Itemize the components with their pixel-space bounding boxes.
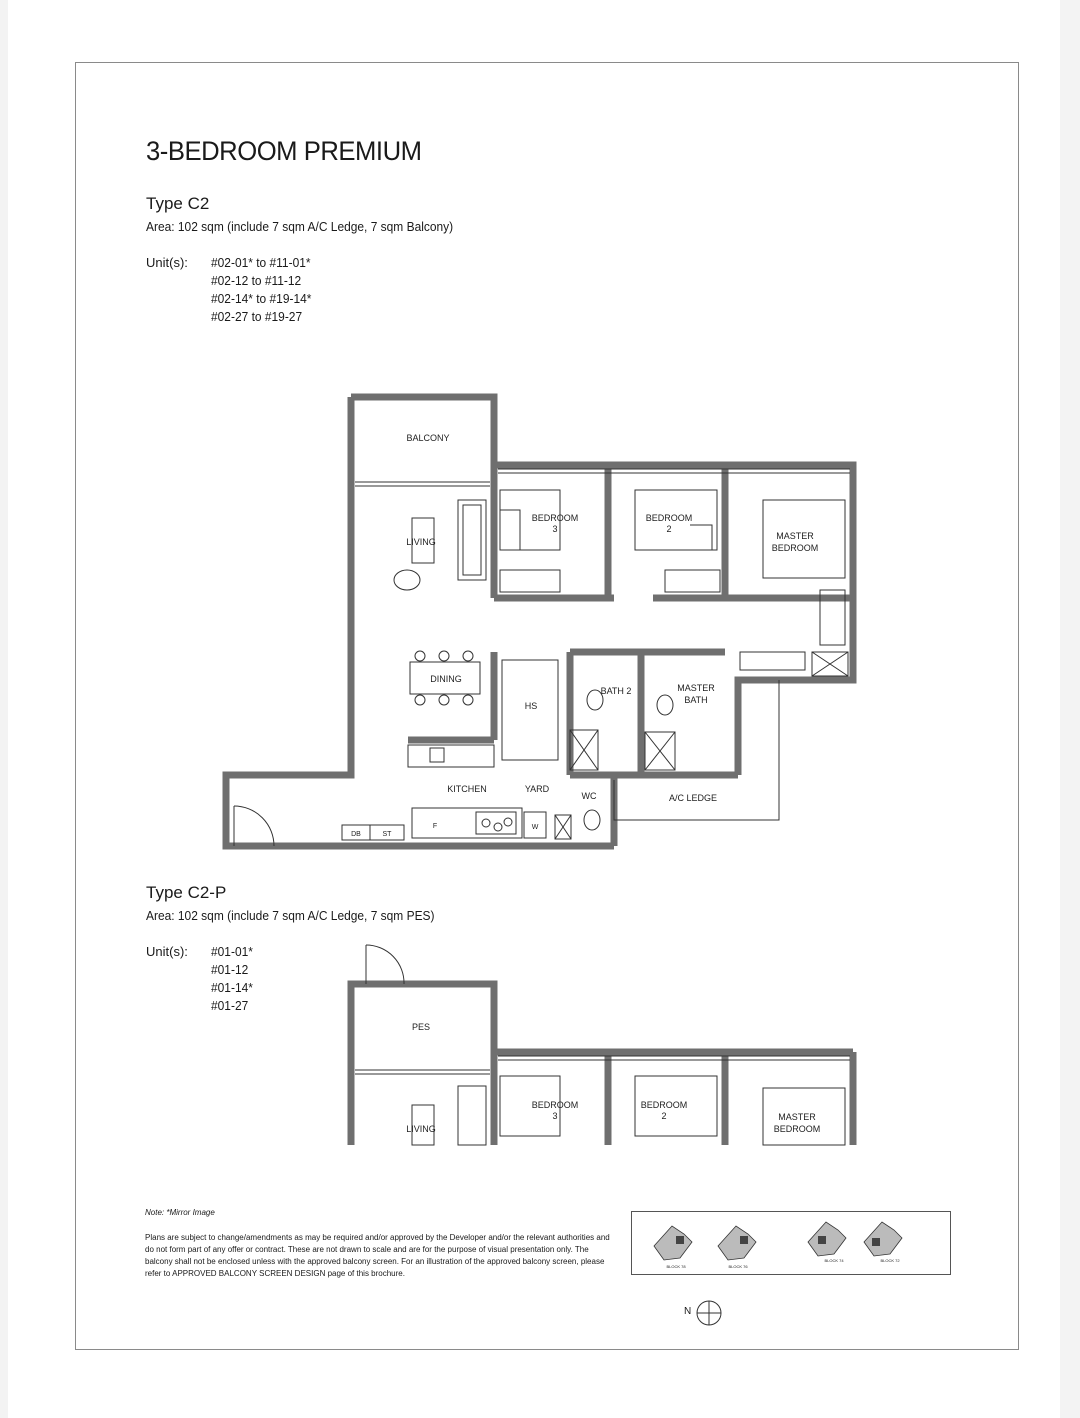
label-master-bath: MASTER: [677, 683, 715, 693]
north-label: N: [684, 1306, 692, 1317]
label-ac-ledge: A/C LEDGE: [668, 793, 718, 803]
type-c2-unit: #02-01* to #11-01*: [211, 255, 311, 270]
type-c2-area: Area: 102 sqm (include 7 sqm A/C Ledge, 7 sqm Balcony): [146, 219, 454, 234]
key-plan-block-label: BLOCK 72: [880, 1258, 900, 1263]
label-living: LIVING: [406, 1124, 436, 1134]
label-living: LIVING: [406, 537, 436, 547]
label-dining: DINING: [430, 674, 462, 684]
label-bedroom-3-num: 3: [552, 524, 558, 534]
mirror-note: Note: *Mirror Image: [145, 1208, 215, 1217]
type-c2p-unit: #01-01*: [211, 944, 253, 959]
key-plan-block-label: BLOCK 76: [728, 1264, 748, 1269]
key-plan-blocks: [632, 1212, 952, 1276]
label-bath-2: BATH 2: [600, 686, 632, 696]
key-plan-block-label: BLOCK 78: [666, 1264, 686, 1269]
label-st: ST: [382, 831, 392, 838]
type-c2p-area: Area: 102 sqm (include 7 sqm A/C Ledge, 7 sqm PES): [146, 908, 435, 923]
label-fridge: F: [432, 823, 438, 830]
type-c2p-units-label: Unit(s):: [146, 944, 188, 959]
north-arrow-icon: [694, 1298, 724, 1328]
type-c2p-unit: #01-14*: [211, 980, 253, 995]
label-bedroom-2-num: 2: [666, 524, 672, 534]
type-c2-heading: Type C2: [146, 194, 210, 213]
disclaimer-text: Plans are subject to change/amendments as may be required and/or approved by the Developer and/or the relevant authorities and do not form part of any offer or contract. These are not drawn to scale and are for the purpose of visual presentation only. The balcony shall not be enclosed unless with the approved balcony screen. For an illustration of the approved balcony screen, please refer to APPROVED BALCONY SCREEN DESIGN page of this brochure.: [145, 1233, 610, 1278]
label-master-bedroom: BEDROOM: [771, 543, 819, 553]
label-bedroom-3: BEDROOM: [531, 513, 579, 523]
label-master-bedroom: BEDROOM: [773, 1124, 821, 1134]
type-c2p-unit: #01-12: [211, 962, 249, 977]
page-title: 3-BEDROOM PREMIUM: [146, 136, 422, 166]
label-pes: PES: [411, 1022, 431, 1032]
label-yard: YARD: [524, 784, 550, 794]
label-balcony: BALCONY: [406, 433, 450, 443]
label-bedroom-3-num: 3: [552, 1111, 558, 1121]
label-db: DB: [351, 831, 361, 838]
label-master: MASTER: [778, 1112, 816, 1122]
label-bedroom-2: BEDROOM: [645, 513, 693, 523]
key-plan: [631, 1211, 951, 1275]
type-c2-unit: #02-14* to #19-14*: [211, 291, 312, 306]
type-c2p-unit: #01-27: [211, 998, 249, 1013]
label-wc: WC: [581, 791, 597, 801]
label-bedroom-3: BEDROOM: [531, 1100, 579, 1110]
label-hs: HS: [524, 701, 538, 711]
label-bedroom-2-num: 2: [661, 1111, 667, 1121]
label-master: MASTER: [776, 531, 814, 541]
label-master-bath-2: BATH: [684, 695, 708, 705]
label-bedroom-2: BEDROOM: [640, 1100, 688, 1110]
label-kitchen: KITCHEN: [447, 784, 487, 794]
type-c2-unit: #02-27 to #19-27: [211, 309, 303, 324]
type-c2p-heading: Type C2-P: [146, 883, 227, 902]
key-plan-block-label: BLOCK 74: [824, 1258, 844, 1263]
label-washer: W: [531, 824, 539, 831]
type-c2-unit: #02-12 to #11-12: [211, 273, 302, 288]
type-c2-units-label: Unit(s):: [146, 255, 188, 270]
